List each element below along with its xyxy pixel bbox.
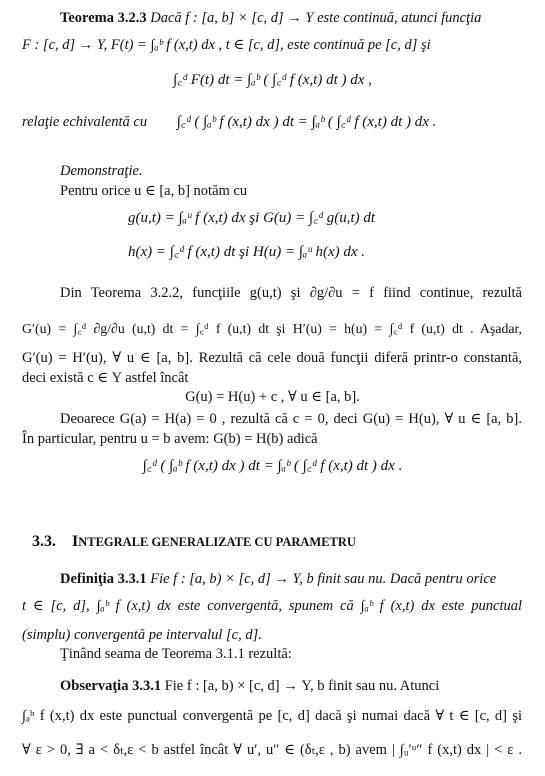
definition-title: Definiţia 3.3.1 [60, 571, 147, 587]
demonstration-label: Demonstraţie. [60, 163, 143, 179]
proof-paragraph1-line2: G′(u) = ∫꜀ᵈ ∂g/∂u (u,t) dt = ∫꜀ᵈ f (u,t) dt şi H′(u) = h(u) = ∫꜀ᵈ f (u,t) dt . Aşadar, [22, 321, 522, 336]
proof-paragraph1-line1 [22, 285, 522, 302]
proof-paragraph2-line2: În particular, pentru u = b avem: G(b) = H(b) adică [22, 431, 318, 447]
definition-text-line3: (simplu) convergentă pe intervalul [c, d]. [22, 627, 262, 643]
theorem-equivalent-label: relaţie echivalentă cu [22, 114, 148, 130]
observation-text-line1: Fie f : [a, b) × [c, d] → Υ, b finit sau nu. Atunci [164, 678, 440, 694]
section-title-rest: NTEGRALE GENERALIZATE CU PARAMETRU [78, 535, 356, 549]
equation-g-G: g(u,t) = ∫ₐᵘ f (x,t) dx şi G(u) = ∫꜀ᵈ g(u,t) dt [128, 210, 376, 226]
definition-line1 [60, 571, 496, 588]
theorem-text-line1: Dacă f : [a, b] × [c, d] → Υ este continuă, atunci funcţia [150, 10, 482, 26]
proof-paragraph2-line1: Deoarece G(a) = H(a) = 0 , rezultă că c = 0, deci G(u) = H(u), ∀ u ∈ [a, b]. [60, 411, 522, 427]
observation-title: Observaţia 3.3.1 [60, 678, 162, 694]
theorem-text-line2: F : [c, d] → Υ, F(t) = ∫ₐᵇ f (x,t) dx , t ∈ [c, d], este continuă pe [c, d] şi [22, 37, 431, 53]
definition-text-line2: t ∈ [c, d], ∫ₐᵇ f (x,t) dx este convergentă, spunem că ∫ₐᵇ f (x,t) dx este punctual [22, 598, 522, 614]
definition-text-line4: Ţinând seama de Teorema 3.1.1 rezultă: [60, 646, 292, 662]
observation-text-line3: ∀ ε > 0, ∃ a < δₜ,ε < b astfel încât ∀ u′, u″ ∈ (δₜ,ε , b) avem | ∫ᵤ′ᵘ″ f (x,t) dx | < ε . [22, 742, 522, 758]
section-heading [32, 533, 356, 551]
observation-text-line2: ∫ₐᵇ f (x,t) dx este punctual convergentă pe [c, d] dacă şi numai dacă ∀ t ∈ [c, d] şi [22, 708, 522, 724]
proof-paragraph1-line4: deci există c ∈ Υ astfel încât [22, 370, 189, 386]
proof-paragraph1-line3: G′(u) = H′(u), ∀ u ∈ [a, b]. Rezultă că cele două funcţii diferă printr-o constantă, [22, 350, 522, 366]
demonstration-intro: Pentru orice u ∈ [a, b] notăm cu [60, 183, 248, 199]
theorem-equation-2: ∫꜀ᵈ ( ∫ₐᵇ f (x,t) dx ) dt = ∫ₐᵇ ( ∫꜀ᵈ f (x,t) dt ) dx . [176, 114, 437, 130]
equation-h-H: h(x) = ∫꜀ᵈ f (x,t) dt şi H(u) = ∫ₐᵘ h(x) dx . [128, 244, 366, 260]
theorem-equation-1: ∫꜀ᵈ F(t) dt = ∫ₐᵇ ( ∫꜀ᵈ f (x,t) dt ) dx , [173, 72, 372, 88]
theorem-statement-line1 [60, 10, 481, 27]
theorem-title: Teorema 3.2.3 [60, 10, 147, 26]
proof-final-equation: ∫꜀ᵈ ( ∫ₐᵇ f (x,t) dx ) dt = ∫ₐᵇ ( ∫꜀ᵈ f (x,t) dt ) dx . [142, 458, 403, 474]
proof-p1-line1-text: Din Teorema 3.2.2, funcţiile g(u,t) şi ∂g/∂u = f fiind continue, rezultă [60, 285, 522, 301]
section-title [72, 533, 356, 550]
equation-G-H-c: G(u) = H(u) + c , ∀ u ∈ [a, b]. [185, 389, 360, 405]
section-number: 3.3. [32, 533, 56, 550]
observation-line1 [60, 678, 439, 695]
theorem-equation-2-row [22, 114, 436, 131]
definition-text-line1: Fie f : [a, b) × [c, d] → Υ, b finit sau nu. Dacă pentru orice [150, 571, 497, 587]
section-title-initial: I [72, 533, 79, 550]
